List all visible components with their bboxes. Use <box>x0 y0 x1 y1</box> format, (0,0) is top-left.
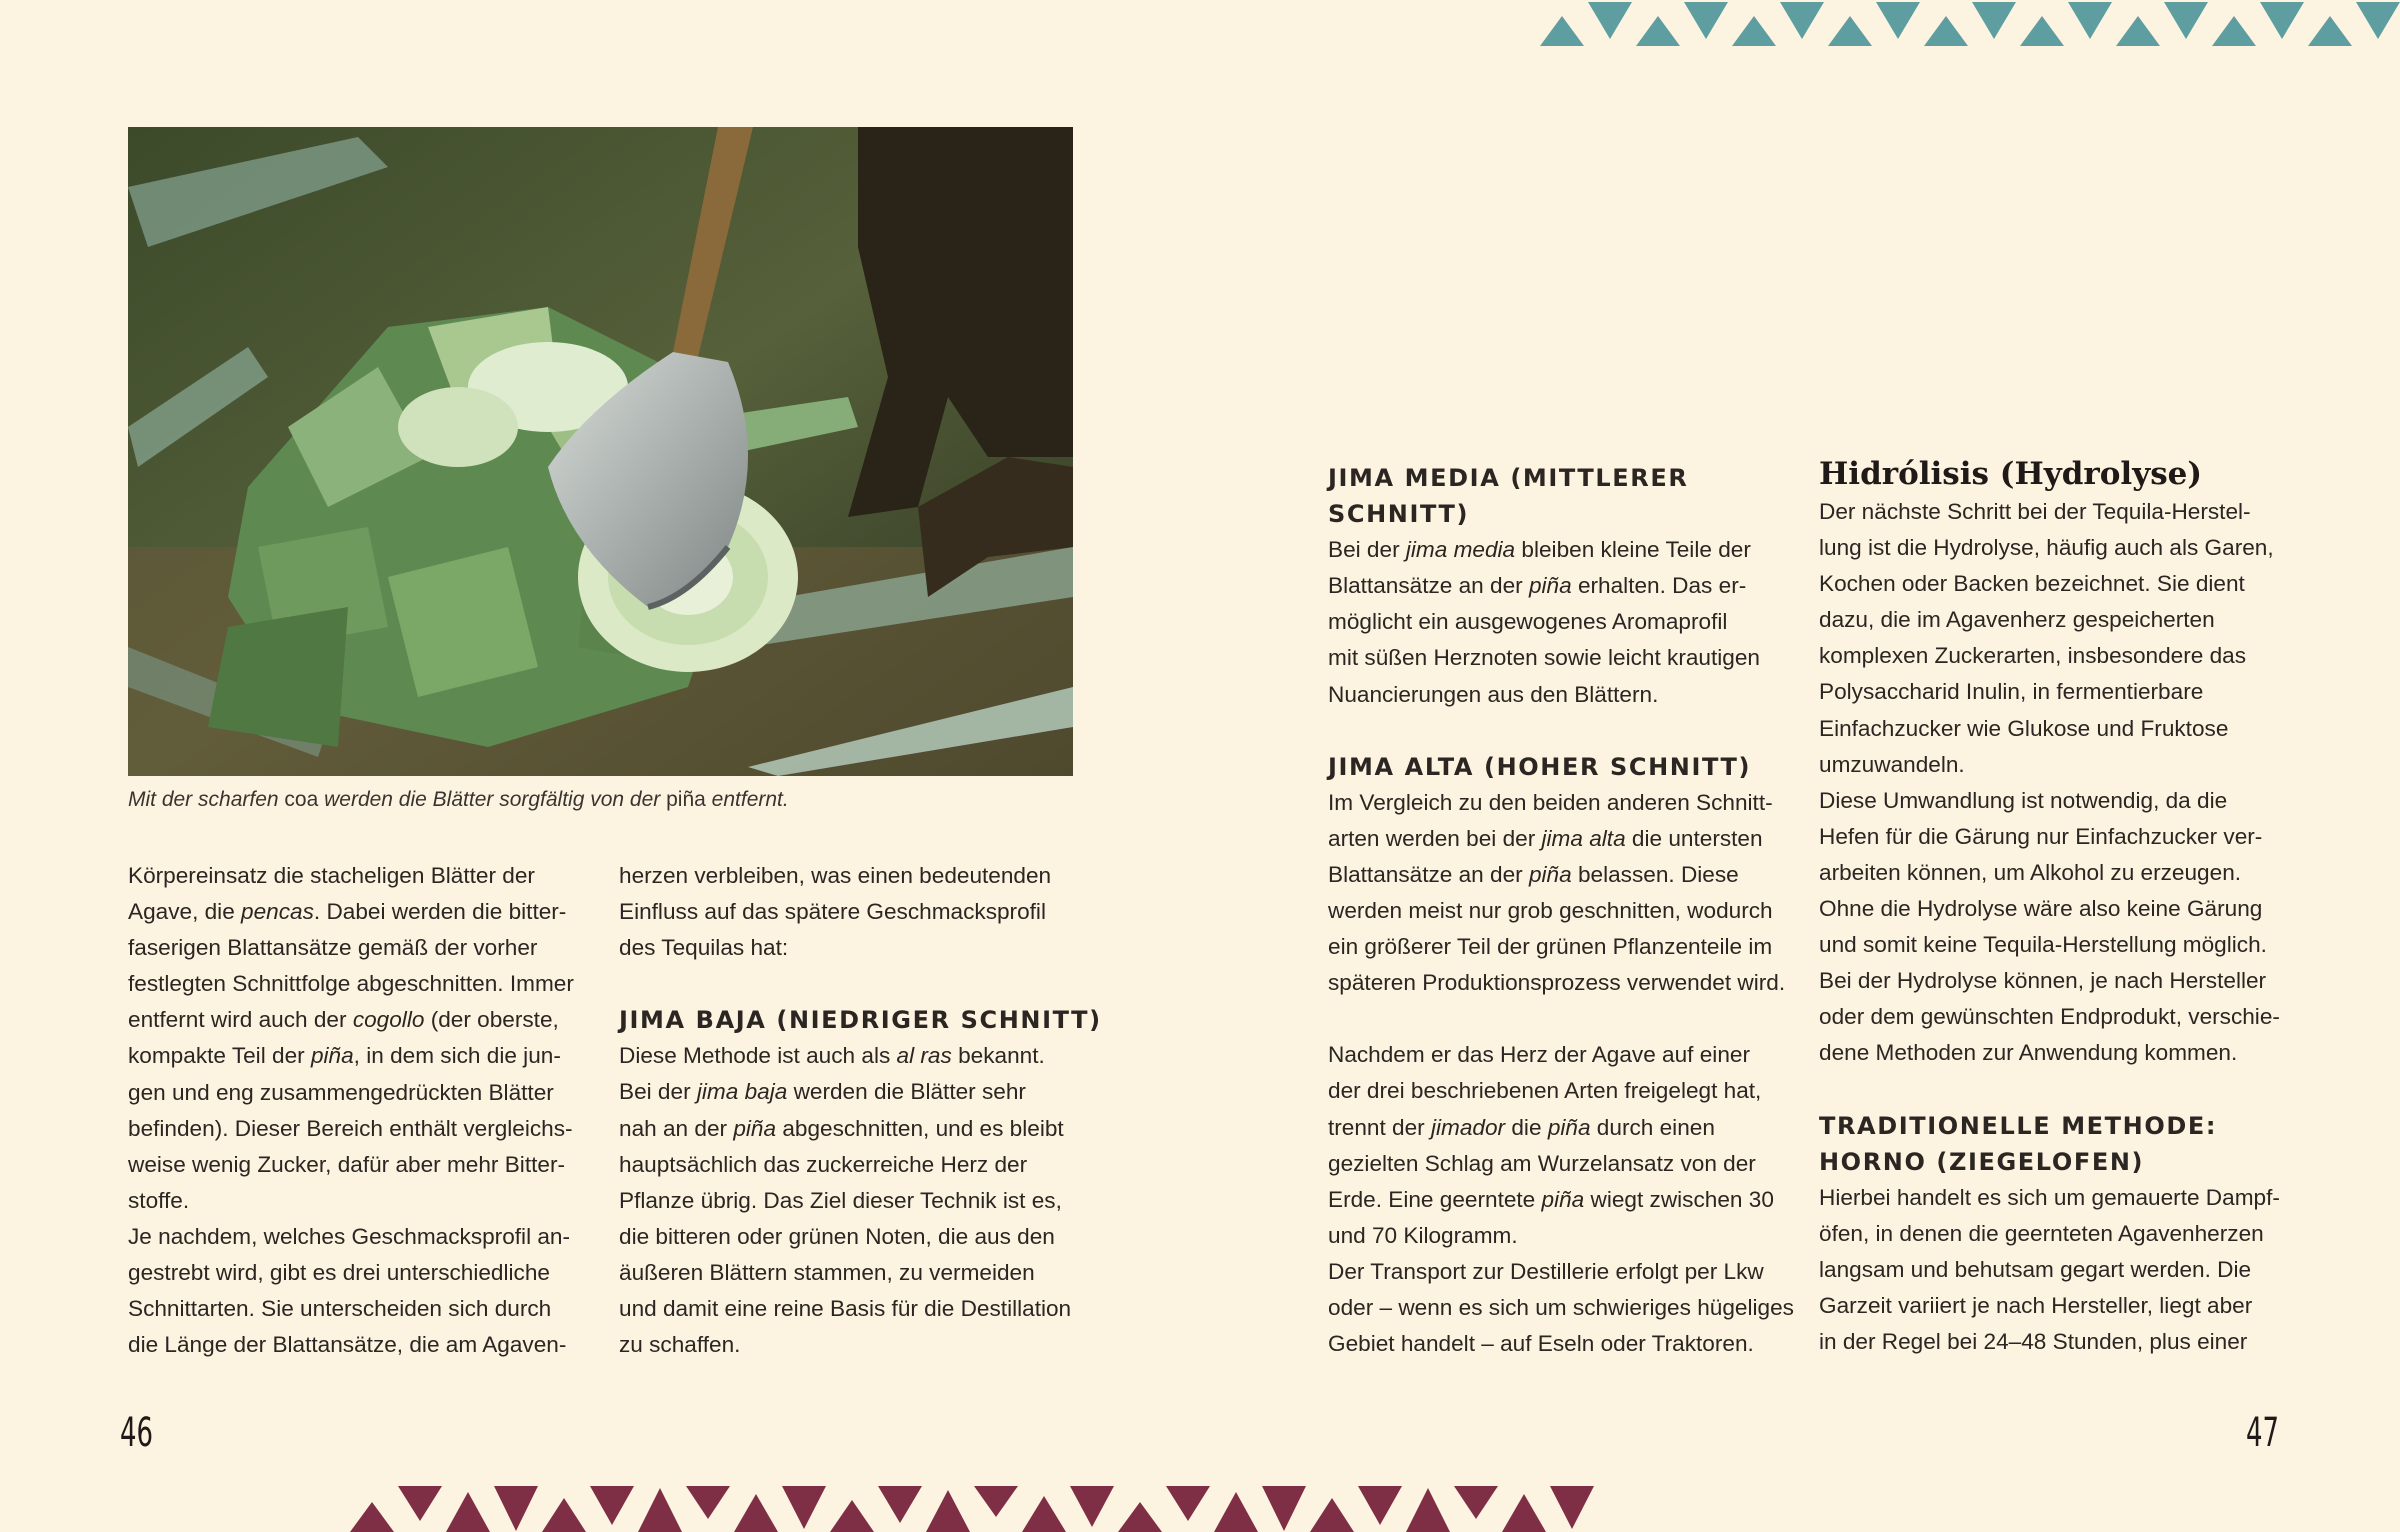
italic-term: piña <box>1547 1114 1591 1140</box>
body-paragraph <box>1819 494 2289 1072</box>
text-line <box>128 1075 588 1111</box>
text-line <box>1328 857 1798 893</box>
section-heading <box>619 1002 1102 1038</box>
italic-term: jima baja <box>696 1079 788 1105</box>
text-run: TRADITIONELLE METHODE: <box>1819 1111 2218 1140</box>
text-run: möglicht ein ausgewogenes Aromaprofil <box>1328 609 1728 635</box>
text-run: langsam und behutsam gegart werden. Die <box>1819 1256 2252 1282</box>
text-run: Gebiet handelt – auf Eseln oder Traktoren. <box>1328 1331 1754 1357</box>
body-paragraph <box>1819 1180 2289 1360</box>
text-line <box>1328 677 1798 713</box>
text-run: Erde. Eine geerntete <box>1328 1186 1542 1212</box>
paragraph-gap <box>619 966 1079 1002</box>
text-line <box>619 1219 1079 1255</box>
plum-triangle <box>542 1498 586 1532</box>
text-run: Einfachzucker wie Glukose und Fruktose <box>1819 715 2229 741</box>
text-run: festlegten Schnittfolge abgeschnitten. Immer <box>128 971 574 997</box>
text-run: entfernt wird auch der <box>128 1007 353 1033</box>
text-run: JIMA BAJA (NIEDRIGER SCHNITT) <box>619 1006 1102 1035</box>
plum-triangle <box>1454 1486 1498 1519</box>
italic-term: cogollo <box>352 1007 425 1033</box>
teal-triangle <box>2260 2 2304 39</box>
italic-term: jimador <box>1431 1114 1506 1140</box>
italic-term: al ras <box>896 1043 952 1069</box>
text-line <box>1328 785 1798 821</box>
text-run: Körpereinsatz die stacheligen Blätter der <box>128 863 535 888</box>
text-run: äußeren Blättern stammen, zu vermeiden <box>619 1259 1035 1285</box>
text-line <box>1819 963 2289 999</box>
teal-triangle <box>2308 16 2352 46</box>
text-line <box>1819 1324 2289 1360</box>
text-run: komplexen Zuckerarten, insbesondere das <box>1819 643 2247 669</box>
text-line <box>1819 1252 2289 1288</box>
text-line <box>1328 749 1798 785</box>
teal-triangle <box>1876 2 1920 39</box>
text-run: und damit eine reine Basis für die Destillation <box>619 1296 1072 1322</box>
italic-term: pencas <box>241 899 314 925</box>
text-line <box>1328 1182 1798 1218</box>
text-run: und somit keine Tequila-Herstellung möglich. <box>1819 932 2267 958</box>
plum-triangle <box>1550 1486 1594 1529</box>
text-line <box>1328 496 1798 532</box>
text-line <box>1328 1326 1798 1362</box>
text-line <box>1328 1037 1798 1073</box>
photo-caption <box>128 788 789 812</box>
text-line <box>1819 819 2289 855</box>
plum-triangle <box>398 1486 442 1521</box>
text-column-2 <box>619 858 1102 1363</box>
text-run: JIMA ALTA (HOHER SCHNITT) <box>1328 752 1752 781</box>
text-run: Bei der <box>619 1079 697 1105</box>
plum-triangle <box>1022 1496 1066 1532</box>
text-line <box>1328 604 1798 640</box>
text-run: bleiben kleine Teile der <box>1515 537 1751 563</box>
text-line <box>1328 532 1798 568</box>
text-run: belassen. Diese <box>1571 861 1739 887</box>
plum-triangle <box>734 1494 778 1532</box>
teal-triangle <box>2212 16 2256 46</box>
text-run: Der nächste Schritt bei der Tequila-Herstel- <box>1819 499 2251 524</box>
text-run: wiegt zwischen 30 <box>1584 1186 1774 1212</box>
plum-triangle-border <box>350 1482 1600 1532</box>
plum-triangle <box>1118 1502 1162 1532</box>
plum-triangle <box>494 1486 538 1531</box>
page-number-left: 46 <box>120 1410 153 1456</box>
text-column-4 <box>1819 454 2289 1360</box>
teal-triangle <box>2020 16 2064 46</box>
text-run: in der Regel bei 24–48 Stunden, plus einer <box>1819 1329 2248 1355</box>
section-heading <box>1328 460 1798 532</box>
text-column-1 <box>128 858 588 1363</box>
text-line <box>128 1038 588 1074</box>
text-run: hauptsächlich das zuckerreiche Herz der <box>619 1151 1028 1177</box>
text-run: lung ist die Hydrolyse, häufig auch als Garen, <box>1819 535 2274 561</box>
paragraph-gap <box>1328 1001 1798 1037</box>
text-run: HORNO (ZIEGELOFEN) <box>1819 1147 2145 1176</box>
text-run: die <box>1505 1114 1548 1140</box>
text-run: die bitteren oder grünen Noten, die aus den <box>619 1223 1055 1249</box>
text-run: Hidrólisis (Hydrolyse) <box>1819 456 2203 492</box>
body-paragraph <box>1328 785 1798 1002</box>
text-run: Je nachdem, welches Geschmacksprofil an- <box>128 1223 571 1249</box>
teal-triangle-border <box>1540 0 2400 50</box>
text-line <box>619 1111 1079 1147</box>
text-run: ein größerer Teil der grünen Pflanzenteile im <box>1328 934 1773 960</box>
teal-triangle <box>1972 2 2016 39</box>
text-line <box>128 1147 588 1183</box>
text-line <box>1328 929 1798 965</box>
text-line <box>1819 674 2289 710</box>
text-run: arten werden bei der <box>1328 825 1542 851</box>
teal-triangle <box>1780 2 1824 39</box>
body-paragraph <box>619 858 1079 966</box>
text-run: Nuancierungen aus den Blättern. <box>1328 681 1659 707</box>
plum-triangle <box>1214 1492 1258 1532</box>
text-run: Der Transport zur Destillerie erfolgt per Lkw <box>1328 1258 1764 1284</box>
text-run: gestrebt wird, gibt es drei unterschiedliche <box>128 1260 550 1286</box>
text-line <box>1328 460 1798 496</box>
caption-segment: coa <box>284 788 319 811</box>
text-line <box>619 858 1079 894</box>
text-run: Diese Methode ist auch als <box>619 1043 897 1069</box>
teal-triangle <box>1924 16 1968 46</box>
text-run: trennt der <box>1328 1114 1431 1140</box>
text-line <box>619 1183 1079 1219</box>
text-run: werden meist nur grob geschnitten, wodurch <box>1328 898 1773 924</box>
text-run: JIMA MEDIA (MITTLERER <box>1328 464 1689 492</box>
italic-term: jima media <box>1405 537 1516 563</box>
text-line <box>1819 1108 2289 1144</box>
teal-triangle <box>1684 2 1728 39</box>
text-line <box>1819 747 2289 783</box>
text-run: oder – wenn es sich um schwieriges hügeliges <box>1328 1294 1794 1320</box>
text-run: mit süßen Herznoten sowie leicht krautigen <box>1328 645 1760 671</box>
body-paragraph <box>1328 1037 1798 1362</box>
text-line <box>1328 965 1798 1001</box>
plum-triangle <box>1358 1486 1402 1525</box>
text-run: arbeiten können, um Alkohol zu erzeugen. <box>1819 859 2242 885</box>
text-run: , in dem sich die jun- <box>353 1043 561 1069</box>
text-line <box>128 1183 588 1219</box>
paragraph-gap <box>1819 1072 2289 1108</box>
text-line <box>1819 566 2289 602</box>
text-run: umzuwandeln. <box>1819 751 1965 777</box>
text-run: späteren Produktionsprozess verwendet wird. <box>1328 970 1786 996</box>
text-line <box>619 1327 1079 1363</box>
text-line <box>1819 494 2289 530</box>
text-run: dene Methoden zur Anwendung kommen. <box>1819 1040 2238 1066</box>
text-line <box>128 858 588 894</box>
plum-triangle <box>1502 1494 1546 1532</box>
text-run: Garzeit variiert je nach Hersteller, liegt aber <box>1819 1292 2253 1318</box>
section-heading <box>1328 749 1798 785</box>
text-run: Blattansätze an der <box>1328 573 1529 599</box>
text-line <box>619 1291 1079 1327</box>
text-line <box>1819 1144 2289 1180</box>
text-run: Einfluss auf das spätere Geschmacksprofil <box>619 899 1046 925</box>
plum-triangle <box>1262 1486 1306 1531</box>
caption-segment: piña <box>666 788 706 811</box>
text-column-3 <box>1328 460 1798 1362</box>
teal-triangle <box>1588 2 1632 39</box>
text-line <box>619 1038 1079 1074</box>
text-run: und 70 Kilogramm. <box>1328 1222 1518 1248</box>
text-run: Schnittarten. Sie unterscheiden sich durch <box>128 1296 552 1322</box>
text-line <box>1328 640 1798 676</box>
text-run: zu schaffen. <box>619 1332 741 1358</box>
teal-triangle <box>2068 2 2112 39</box>
text-line <box>619 1147 1079 1183</box>
text-run: Blattansätze an der <box>1328 861 1529 887</box>
text-run: stoffe. <box>128 1187 190 1213</box>
italic-term: piña <box>1528 573 1572 599</box>
caption-segment: werden die Blätter sorgfältig von der <box>318 788 667 811</box>
text-run: Hefen für die Gärung nur Einfachzucker ver- <box>1819 823 2263 849</box>
text-line <box>619 930 1079 966</box>
text-line <box>1819 855 2289 891</box>
text-line <box>1819 891 2289 927</box>
text-line <box>128 894 588 930</box>
text-line <box>1328 893 1798 929</box>
text-run: durch einen <box>1590 1114 1715 1140</box>
text-run: des Tequilas hat: <box>619 935 789 961</box>
text-run: gezielten Schlag am Wurzelansatz von der <box>1328 1150 1756 1176</box>
text-run: Bei der <box>1328 537 1406 563</box>
text-run: erhalten. Das er- <box>1571 573 1747 599</box>
text-run: oder dem gewünschten Endprodukt, verschie- <box>1819 1004 2280 1030</box>
text-line <box>128 1219 588 1255</box>
text-line <box>1819 1035 2289 1071</box>
plum-triangle <box>1310 1498 1354 1532</box>
text-line <box>128 1327 588 1363</box>
teal-triangle <box>1732 16 1776 46</box>
plum-triangle <box>1070 1486 1114 1527</box>
text-run: kompakte Teil der <box>128 1043 311 1069</box>
text-run: Pflanze übrig. Das Ziel dieser Technik ist es, <box>619 1187 1062 1213</box>
text-run: öfen, in denen die geernteten Agavenherzen <box>1819 1220 2264 1246</box>
text-line <box>128 930 588 966</box>
text-line <box>128 966 588 1002</box>
text-line <box>619 1074 1079 1110</box>
text-run: Bei der Hydrolyse können, je nach Hersteller <box>1819 968 2267 994</box>
plum-triangle <box>350 1502 394 1532</box>
teal-triangle <box>2164 2 2208 39</box>
chapter-heading <box>1819 454 2289 494</box>
text-run: Diese Umwandlung ist notwendig, da die <box>1819 787 2228 813</box>
text-line <box>1819 999 2289 1035</box>
italic-term: piña <box>1541 1186 1585 1212</box>
text-line <box>1328 1254 1798 1290</box>
plum-triangle <box>1166 1486 1210 1521</box>
plum-triangle <box>974 1486 1018 1517</box>
text-line <box>1328 1146 1798 1182</box>
plum-triangle <box>446 1492 490 1532</box>
italic-term: piña <box>733 1115 777 1141</box>
italic-term: piña <box>310 1043 354 1069</box>
text-run: Kochen oder Backen bezeichnet. Sie dient <box>1819 571 2245 597</box>
body-paragraph <box>128 858 588 1363</box>
paragraph-gap <box>1328 713 1798 749</box>
text-line <box>619 1002 1102 1038</box>
text-run: Polysaccharid Inulin, in fermentierbare <box>1819 679 2204 705</box>
text-run: nah an der <box>619 1115 734 1141</box>
text-run: SCHNITT) <box>1328 500 1470 529</box>
text-run: die Länge der Blattansätze, die am Agaven- <box>128 1332 567 1358</box>
text-line <box>1328 1073 1798 1109</box>
plum-triangle <box>686 1486 730 1519</box>
text-run: herzen verbleiben, was einen bedeutenden <box>619 863 1052 888</box>
body-paragraph <box>619 1038 1079 1363</box>
text-run: werden die Blätter sehr <box>787 1079 1026 1105</box>
caption-segment: entfernt. <box>705 788 789 811</box>
page-number-right: 47 <box>2246 1410 2279 1456</box>
text-line <box>1819 783 2289 819</box>
text-line <box>1328 1110 1798 1146</box>
text-line <box>1819 638 2289 674</box>
text-line <box>1819 454 2289 494</box>
text-line <box>1819 1216 2289 1252</box>
text-run: . Dabei werden die bitter- <box>313 899 567 925</box>
teal-triangle <box>1636 16 1680 46</box>
text-line <box>1819 602 2289 638</box>
text-run: (der oberste, <box>424 1007 559 1033</box>
text-line <box>1819 530 2289 566</box>
plum-triangle <box>926 1490 970 1532</box>
plum-triangle <box>638 1488 682 1532</box>
italic-term: piña <box>1528 861 1572 887</box>
text-line <box>128 1255 588 1291</box>
plum-triangle <box>830 1500 874 1532</box>
text-line <box>1328 568 1798 604</box>
text-run: faserigen Blattansätze gemäß der vorher <box>128 935 538 961</box>
text-run: befinden). Dieser Bereich enthält vergleichs- <box>128 1115 573 1141</box>
text-line <box>1328 1290 1798 1326</box>
section-heading <box>1819 1108 2289 1180</box>
text-run: Hierbei handelt es sich um gemauerte Dampf- <box>1819 1184 2280 1210</box>
text-run: abgeschnitten, und es bleibt <box>776 1115 1064 1141</box>
text-line <box>128 1291 588 1327</box>
teal-triangle <box>2116 16 2160 46</box>
teal-triangle <box>1540 16 1584 46</box>
text-run: Im Vergleich zu den beiden anderen Schnitt- <box>1328 789 1773 815</box>
text-line <box>1819 711 2289 747</box>
text-run: der drei beschriebenen Arten freigelegt hat, <box>1328 1078 1762 1104</box>
agave-harvest-photo <box>128 127 1073 776</box>
text-line <box>619 894 1079 930</box>
text-line <box>1819 1288 2289 1324</box>
text-line <box>128 1002 588 1038</box>
text-run: Ohne die Hydrolyse wäre also keine Gärung <box>1819 896 2263 922</box>
text-line <box>1328 821 1798 857</box>
text-run: gen und eng zusammengedrückten Blätter <box>128 1079 554 1105</box>
text-line <box>1819 927 2289 963</box>
text-run: Nachdem er das Herz der Agave auf einer <box>1328 1042 1750 1068</box>
text-line <box>619 1255 1079 1291</box>
plum-triangle <box>782 1486 826 1529</box>
text-run: bekannt. <box>951 1043 1045 1069</box>
text-run: weise wenig Zucker, dafür aber mehr Bitter- <box>128 1151 565 1177</box>
plum-triangle <box>1406 1488 1450 1532</box>
text-run: die untersten <box>1625 825 1763 851</box>
teal-triangle <box>2356 2 2400 39</box>
plum-triangle <box>590 1486 634 1525</box>
caption-segment: Mit der scharfen <box>128 788 285 811</box>
text-line <box>128 1111 588 1147</box>
text-line <box>1328 1218 1798 1254</box>
text-run: Agave, die <box>128 899 242 925</box>
teal-triangle <box>1828 16 1872 46</box>
text-line <box>1819 1180 2289 1216</box>
italic-term: jima alta <box>1541 825 1626 851</box>
plum-triangle <box>878 1486 922 1523</box>
text-run: dazu, die im Agavenherz gespeicherten <box>1819 607 2215 633</box>
body-paragraph <box>1328 532 1798 712</box>
